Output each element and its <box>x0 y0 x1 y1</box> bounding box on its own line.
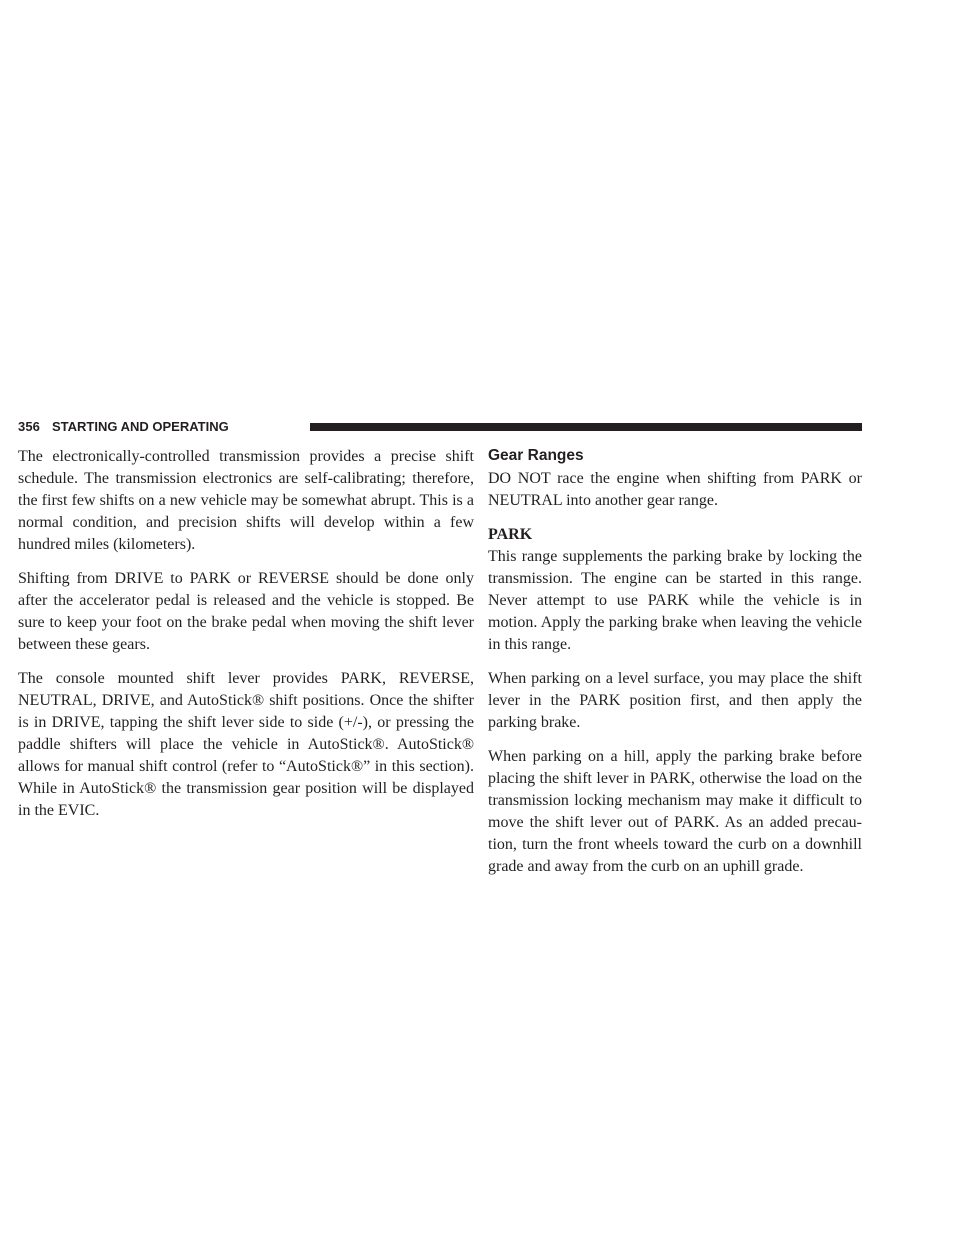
page-header <box>18 419 862 435</box>
gear-ranges-heading: Gear Ranges <box>488 447 584 464</box>
park-heading: PARK <box>488 526 533 543</box>
right-column <box>488 446 862 890</box>
paragraph-park-level-surface: When parking on a level surface, you may place the shift lever in the PARK position first, and then apply the parking brake. <box>488 670 862 731</box>
header-rule <box>310 423 862 431</box>
paragraph-console-shift-lever: The console mounted shift lever provides PARK, REVERSE, NEUTRAL, DRIVE, and AutoStick® shift positions. Once the shifter is in DRIVE, tapping the shift lever side to side (+/-), or pressing the paddle shifters will place the vehicle in AutoStick®. AutoStick® allows for manual shift control (refer to “AutoStick®” in this section). While in AutoStick® the transmission gear position will be displayed in the EVIC. <box>18 670 474 819</box>
section-title: STARTING AND OPERATING <box>52 419 229 434</box>
page-number: 356 <box>18 419 40 434</box>
paragraph-transmission-intro: The electronically-controlled transmission provides a precise shift schedule. The transmission electronics are self-calibrating; therefore, the first few shifts on a new vehicle may be somewhat abrupt. This is a normal condition, and precision shifts will develop within a few hundred miles (kilometers). <box>18 448 474 553</box>
paragraph-park-hill: When parking on a hill, apply the parking brake before placing the shift lever in PARK, otherwise the load on the transmission locking mechanism may make it difficult to move the shift lever out of PARK. As an added precaution, turn the front wheels toward the curb on a downhill grade and away from the curb on an uphill grade. <box>488 748 862 875</box>
paragraph-park-description: This range supplements the parking brake by locking the transmission. The engine can be started in this range. Never attempt to use PARK while the vehicle is in motion. Apply the parking brake when leaving the vehicle in this range. <box>488 548 862 653</box>
paragraph-shifting-drive-park: Shifting from DRIVE to PARK or REVERSE should be done only after the accelerator pedal is released and the vehicle is stopped. Be sure to keep your foot on the brake pedal when moving the shift lever between these gears. <box>18 570 474 653</box>
left-column <box>18 446 474 834</box>
paragraph-gear-ranges-warning: DO NOT race the engine when shifting from PARK or NEUTRAL into another gear range. <box>488 470 862 509</box>
